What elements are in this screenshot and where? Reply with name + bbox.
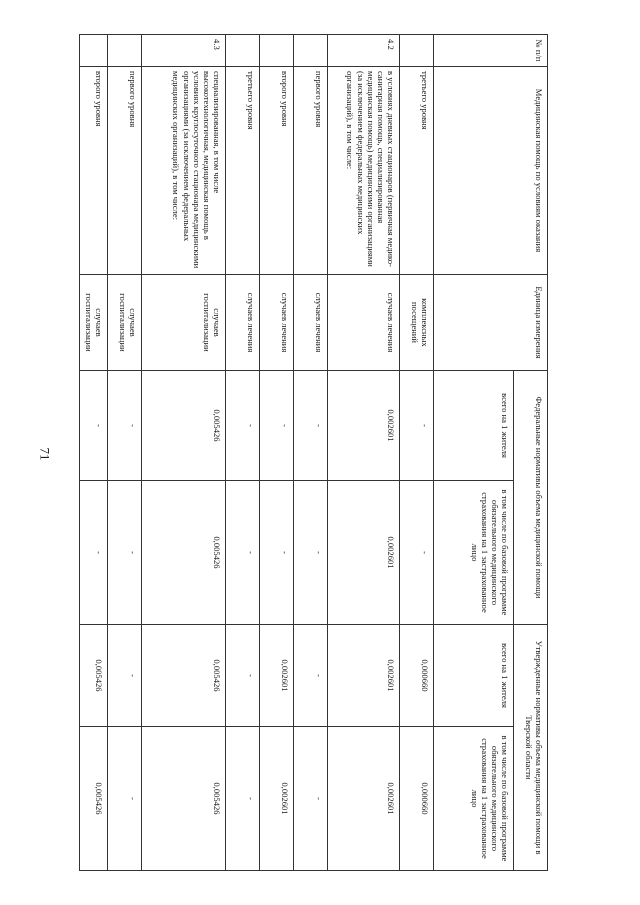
cell-unit: случаев госпитализации [80,275,108,371]
cell-app-total: - [294,625,328,727]
cell-app-oms: 0,000660 [400,727,434,871]
cell-app-oms: - [226,727,260,871]
cell-care: первого уровня [294,67,328,275]
table-row [400,35,434,871]
cell-num: 4.3 [142,35,226,67]
table-row [328,35,400,871]
cell-num [260,35,294,67]
header-unit: Единица измерения [434,275,548,371]
cell-num [226,35,260,67]
cell-fed-oms: 0,005426 [142,481,226,625]
cell-app-total: - [108,625,142,727]
cell-app-total: 0,002601 [328,625,400,727]
cell-fed-oms: - [80,481,108,625]
cell-fed-oms: - [108,481,142,625]
cell-unit: случаев госпитализации [142,275,226,371]
cell-app-oms: 0,002601 [260,727,294,871]
cell-fed-total: 0,002601 [328,371,400,481]
cell-fed-oms: - [400,481,434,625]
cell-care: первого уровня [108,67,142,275]
cell-num [400,35,434,67]
cell-unit: случаев лечения [294,275,328,371]
cell-app-oms: - [294,727,328,871]
cell-fed-total: 0,005426 [142,371,226,481]
cell-care: в условиях дневных стационаров (первичная медико-санитарная помощь, специализированная медицинская помощь) медицинскими организациями (за исключением федеральных медицинских организаций), в том числе: [328,67,400,275]
cell-care: второго уровня [80,67,108,275]
cell-care: третьего уровня [226,67,260,275]
cell-num [294,35,328,67]
header-approved-oms: в том числе по базовой программе обязательного медицинского страхования на 1 застрахованное лицо [434,727,514,871]
cell-app-total: 0,002601 [260,625,294,727]
cell-fed-total: - [80,371,108,481]
cell-unit: комплексных посещений [400,275,434,371]
header-federal-total: всего на 1 жителя [434,371,514,481]
cell-fed-total: - [400,371,434,481]
cell-care: третьего уровня [400,67,434,275]
cell-num [80,35,108,67]
cell-app-total: 0,000660 [400,625,434,727]
cell-app-total: - [226,625,260,727]
header-approved-total: всего на 1 жителя [434,625,514,727]
cell-fed-total: - [108,371,142,481]
table-row [108,35,142,871]
page-number: 71 [37,447,53,461]
cell-app-oms: 0,005426 [80,727,108,871]
header-num: № п/п [434,35,548,67]
cell-fed-oms: - [260,481,294,625]
cell-num: 4.2 [328,35,400,67]
cell-fed-oms: - [226,481,260,625]
norms-table [79,34,548,871]
cell-app-total: 0,005426 [80,625,108,727]
table-row [226,35,260,871]
cell-care: специализированная, в том числе высокотехнологичная, медицинская помощь в условиях круглосуточного стационара медицинскими организациями (за исключением федеральных медицинских организаций), в том числе: [142,67,226,275]
cell-unit: случаев лечения [226,275,260,371]
table-row [80,35,108,871]
cell-fed-total: - [294,371,328,481]
cell-unit: случаев лечения [328,275,400,371]
cell-fed-total: - [260,371,294,481]
cell-care: второго уровня [260,67,294,275]
table-row [294,35,328,871]
cell-fed-total: - [226,371,260,481]
table-row [260,35,294,871]
cell-app-total: 0,005426 [142,625,226,727]
cell-app-oms: 0,002601 [328,727,400,871]
table-row [142,35,226,871]
cell-fed-oms: - [294,481,328,625]
header-care: Медицинская помощь по условиям оказания [434,67,548,275]
cell-app-oms: 0,005426 [142,727,226,871]
cell-num [108,35,142,67]
cell-unit: случаев лечения [260,275,294,371]
cell-unit: случаев госпитализации [108,275,142,371]
cell-app-oms: - [108,727,142,871]
header-federal-oms: в том числе по базовой программе обязательного медицинского страхования на 1 застрахованное лицо [434,481,514,625]
cell-fed-oms: 0,002601 [328,481,400,625]
header-approved: Утвержденные нормативы объема медицинской помощи в Тверской области [514,625,548,871]
header-federal: Федеральные нормативы объема медицинской помощи [514,371,548,625]
